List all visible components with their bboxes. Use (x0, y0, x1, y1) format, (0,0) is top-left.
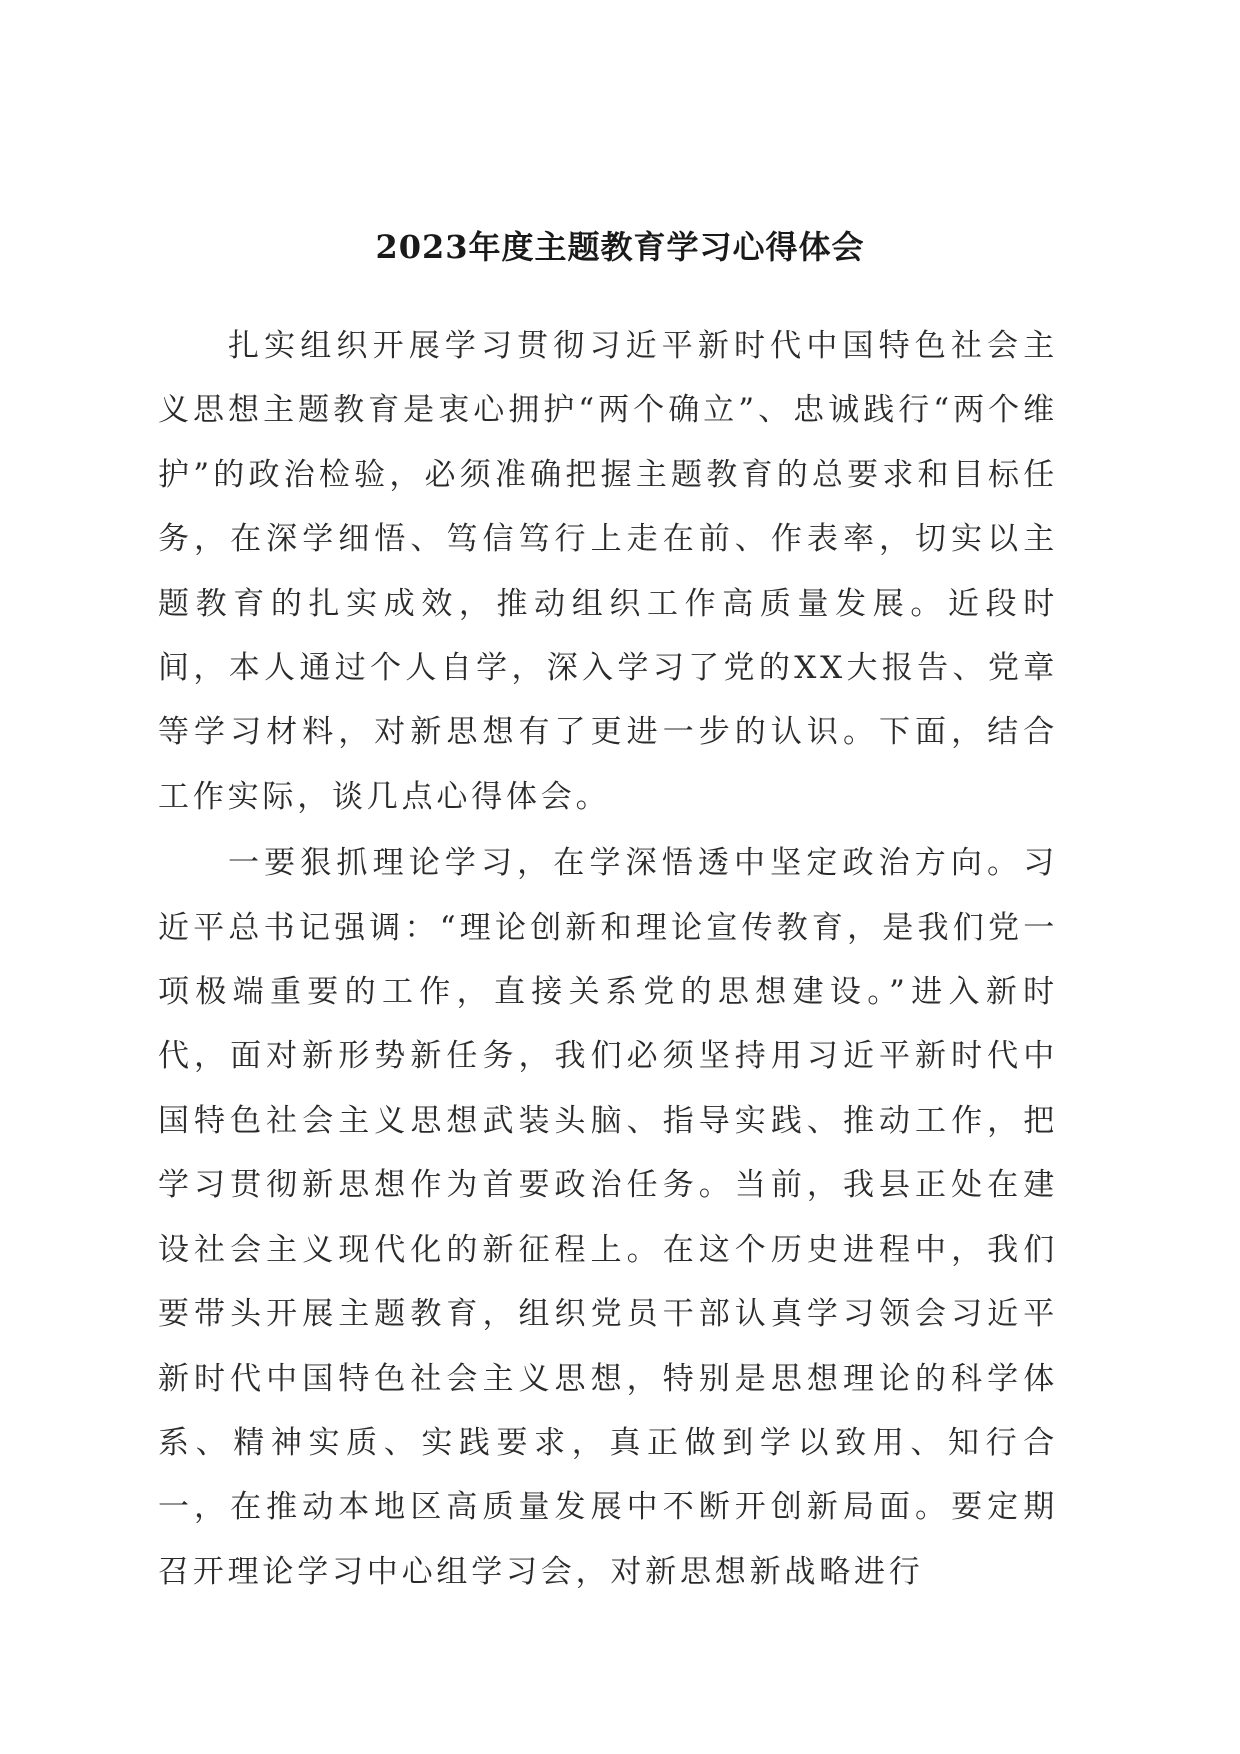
paragraph-intro: 扎实组织开展学习贯彻习近平新时代中国特色社会主义思想主题教育是衷心拥护“两个确立”、忠诚践行“两个维护”的政治检验，必须准确把握主题教育的总要求和目标任务，在深学细悟、笃信笃行上走在前、作表率，切实以主题教育的扎实成效，推动组织工作高质量发展。近段时间，本人通过个人自学，深入学习了党的XX大报告、党章等学习材料，对新思想有了更进一步的认识。下面，结合工作实际，谈几点心得体会。 (158, 328, 1058, 815)
paragraph-theory-study: 一要狠抓理论学习，在学深悟透中坚定政治方向。习近平总书记强调：“理论创新和理论宣传教育，是我们党一项极端重要的工作，直接关系党的思想建设。”进入新时代，面对新形势新任务，我们必须坚持用习近平新时代中国特色社会主义思想武装头脑、指导实践、推动工作，把学习贯彻新思想作为首要政治任务。当前，我县正处在建设社会主义现代化的新征程上。在这个历史进程中，我们要带头开展主题教育，组织党员干部认真学习领会习近平新时代中国特色社会主义思想，特别是思想理论的科学体系、精神实质、实践要求，真正做到学以致用、知行合一，在推动本地区高质量发展中不断开创新局面。要定期召开理论学习中心组学习会，对新思想新战略进行 (158, 845, 1058, 1590)
document-title: 2023年度主题教育学习心得体会 (375, 228, 865, 266)
document-body (158, 314, 1058, 1604)
